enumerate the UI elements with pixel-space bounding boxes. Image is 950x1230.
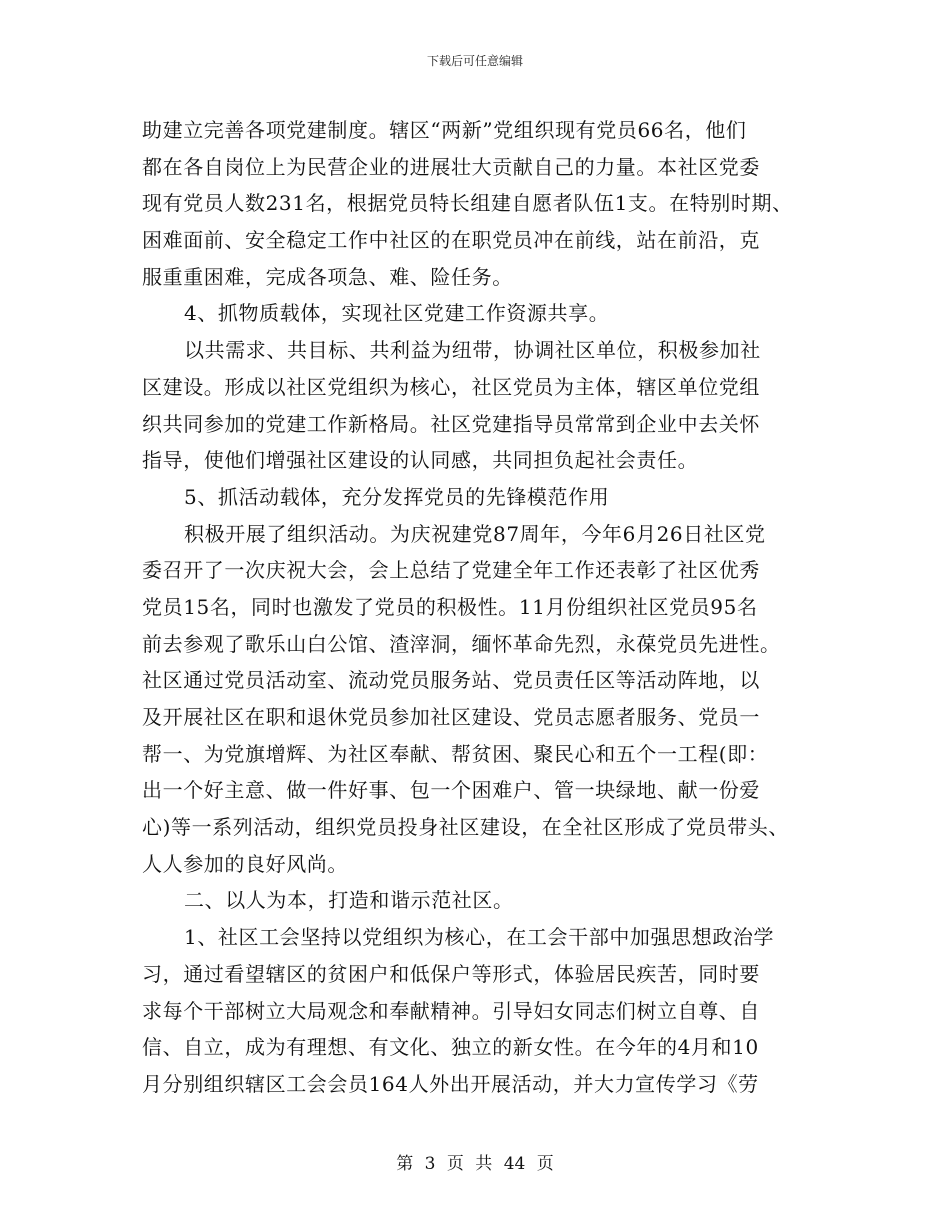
page-header: 下载后可任意编辑 — [426, 54, 523, 68]
text-line: 都在各自岗位上为民营企业的进展壮大贡献自己的力量。本社区党委 — [142, 154, 760, 179]
text-line: 服重重困难，完成各项急、难、险任务。 — [142, 264, 513, 289]
text-line: 习，通过看望辖区的贫困户和低保户等形式，体验居民疾苦，同时要 — [142, 961, 760, 986]
text-line: 区建设。形成以社区党组织为核心，社区党员为主体，辖区单位党组 — [142, 374, 760, 399]
text-line: 指导，使他们增强社区建设的认同感，共同担负起社会责任。 — [142, 448, 699, 473]
text-line: 人人参加的良好风尚。 — [142, 851, 348, 876]
text-line: 以共需求、共目标、共利益为纽带，协调社区单位，积极参加社 — [184, 338, 761, 363]
text-line: 帮一、为党旗增辉、为社区奉献、帮贫困、聚民心和五个一工程(即： — [142, 741, 769, 766]
text-line: 前去参观了歌乐山白公馆、渣滓洞，缅怀革命先烈，永葆党员先进性。 — [142, 631, 781, 656]
text-line: 及开展社区在职和退休党员参加社区建设、党员志愿者服务、党员一 — [142, 705, 760, 729]
text-line: 困难面前、安全稳定工作中社区的在职党员冲在前线，站在前沿，克 — [142, 228, 760, 253]
text-line: 二、以人为本，打造和谐示范社区。 — [184, 888, 514, 913]
text-line: 1、社区工会坚持以党组织为核心，在工会干部中加强思想政治学 — [184, 925, 775, 950]
text-line: 现有党员人数231名，根据党员特长组建自愿者队伍1支。在特别时期、 — [142, 191, 793, 216]
page-number: 第 3 页 共 44 页 — [396, 1154, 554, 1174]
text-line: 求每个干部树立大局观念和奉献精神。引导妇女同志们树立自尊、自 — [142, 998, 760, 1023]
text-line: 信、自立，成为有理想、有文化、独立的新女性。在今年的4月和10 — [142, 1035, 759, 1060]
text-line: 委召开了一次庆祝大会，会上总结了党建全年工作还表彰了社区优秀 — [142, 558, 760, 583]
text-line: 月分别组织辖区工会会员164人外出开展活动，并大力宣传学习《劳 — [142, 1071, 759, 1096]
document-body — [142, 112, 822, 1103]
text-line: 心)等一系列活动，组织党员投身社区建设，在全社区形成了党员带头、 — [142, 815, 790, 840]
text-line: 党员15名，同时也激发了党员的积极性。11月份组织社区党员95名 — [142, 594, 758, 619]
text-line: 积极开展了组织活动。为庆祝建党87周年，今年6月26日社区党 — [184, 521, 766, 546]
text-line: 5、抓活动载体，充分发挥党员的先锋模范作用 — [184, 484, 610, 509]
text-line: 织共同参加的党建工作新格局。社区党建指导员常常到企业中去关怀 — [142, 411, 760, 436]
text-line: 出一个好主意、做一件好事、包一个困难户、管一块绿地、献一份爱 — [142, 778, 760, 803]
text-line: 社区通过党员活动室、流动党员服务站、党员责任区等活动阵地，以 — [142, 668, 760, 693]
text-line: 4、抓物质载体，实现社区党建工作资源共享。 — [184, 301, 610, 326]
text-line: 助建立完善各项党建制度。辖区“两新”党组织现有党员66名，他们 — [142, 118, 747, 142]
